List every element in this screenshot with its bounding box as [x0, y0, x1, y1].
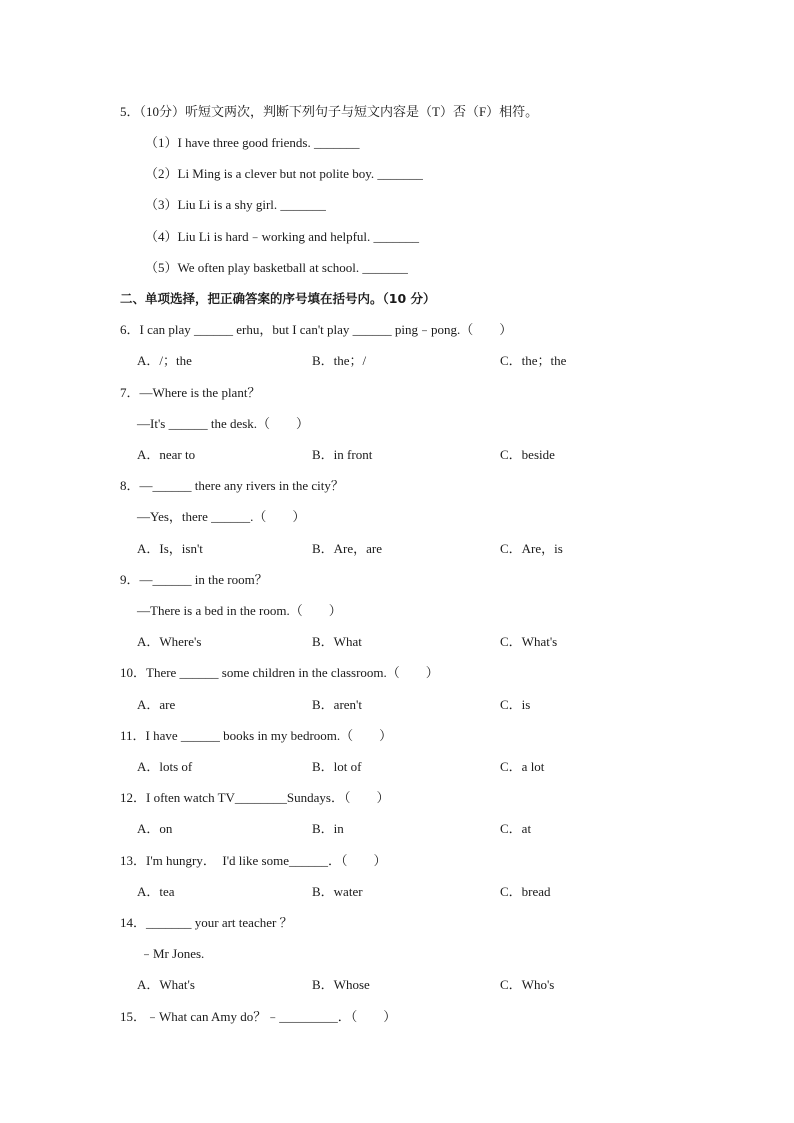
question-5-stem: 5．（10分）听短文两次，判断下列句子与短文内容是（T）否（F）相符。 — [120, 104, 539, 119]
question-12-option-c: C．at — [500, 821, 532, 836]
question-8-stem-2: —Yes，there ______.（ ） — [137, 509, 306, 524]
question-12-option-a: A．on — [137, 821, 173, 836]
question-7-option-b: B．in front — [312, 447, 373, 462]
question-14-option-a: A．What's — [137, 977, 195, 992]
question-12-stem: 12．I often watch TV________Sundays．（ ） — [120, 790, 390, 805]
question-5-item-5: （5）We often play basketball at school. _______ — [145, 260, 408, 275]
question-8-stem: 8．—______ there any rivers in the city？ — [120, 478, 344, 493]
question-5-item-2: （2）Li Ming is a clever but not polite boy. _______ — [145, 166, 423, 181]
question-7-stem-2: —It's ______ the desk.（ ） — [137, 416, 310, 431]
question-6-option-c: C．the；the — [500, 353, 567, 368]
question-8-option-c: C．Are，is — [500, 541, 563, 556]
question-14-option-c: C．Who's — [500, 977, 555, 992]
question-14-stem-2: ﹣Mr Jones. — [140, 946, 205, 961]
question-7-option-a: A．near to — [137, 447, 196, 462]
section-2-title: 二、单项选择，把正确答案的序号填在括号内。（10 分） — [120, 291, 436, 306]
question-9-option-b: B．What — [312, 634, 362, 649]
question-13-option-c: C．bread — [500, 884, 551, 899]
question-12-option-b: B．in — [312, 821, 344, 836]
question-9-stem: 9．—______ in the room？ — [120, 572, 268, 587]
question-5-item-4: （4）Liu Li is hard﹣working and helpful. _______ — [145, 229, 420, 244]
question-11-option-c: C．a lot — [500, 759, 545, 774]
question-9-option-a: A．Where's — [137, 634, 202, 649]
question-11-option-b: B．lot of — [312, 759, 362, 774]
question-6-option-a: A．/；the — [137, 353, 192, 368]
question-10-option-c: C．is — [500, 697, 531, 712]
question-5-item-1: （1）I have three good friends. _______ — [145, 135, 360, 150]
question-5-item-3: （3）Liu Li is a shy girl. _______ — [145, 197, 326, 212]
question-13-option-a: A．tea — [137, 884, 175, 899]
question-14-stem: 14．_______ your art teacher ？ — [120, 915, 293, 930]
question-10-option-a: A．are — [137, 697, 176, 712]
question-7-option-c: C．beside — [500, 447, 555, 462]
question-10-stem: 10．There ______ some children in the classroom.（ ） — [120, 665, 439, 680]
question-15-stem: 15．﹣What can Amy do？﹣_________．（ ） — [120, 1009, 397, 1024]
question-7-stem: 7．—Where is the plant？ — [120, 385, 261, 400]
question-6-option-b: B．the；/ — [312, 353, 367, 368]
question-14-option-b: B．Whose — [312, 977, 370, 992]
question-9-option-c: C．What's — [500, 634, 558, 649]
question-8-option-b: B．Are，are — [312, 541, 383, 556]
question-11-option-a: A．lots of — [137, 759, 193, 774]
question-6-stem: 6．I can play ______ erhu，but I can't play ______ ping﹣pong.（ ） — [120, 322, 513, 337]
question-11-stem: 11．I have ______ books in my bedroom.（ ） — [120, 728, 393, 743]
question-8-option-a: A．Is，isn't — [137, 541, 203, 556]
question-9-stem-2: —There is a bed in the room.（ ） — [137, 603, 342, 618]
question-10-option-b: B．aren't — [312, 697, 362, 712]
question-13-option-b: B．water — [312, 884, 363, 899]
question-13-stem: 13．I'm hungry． I'd like some______．（ ） — [120, 853, 387, 868]
